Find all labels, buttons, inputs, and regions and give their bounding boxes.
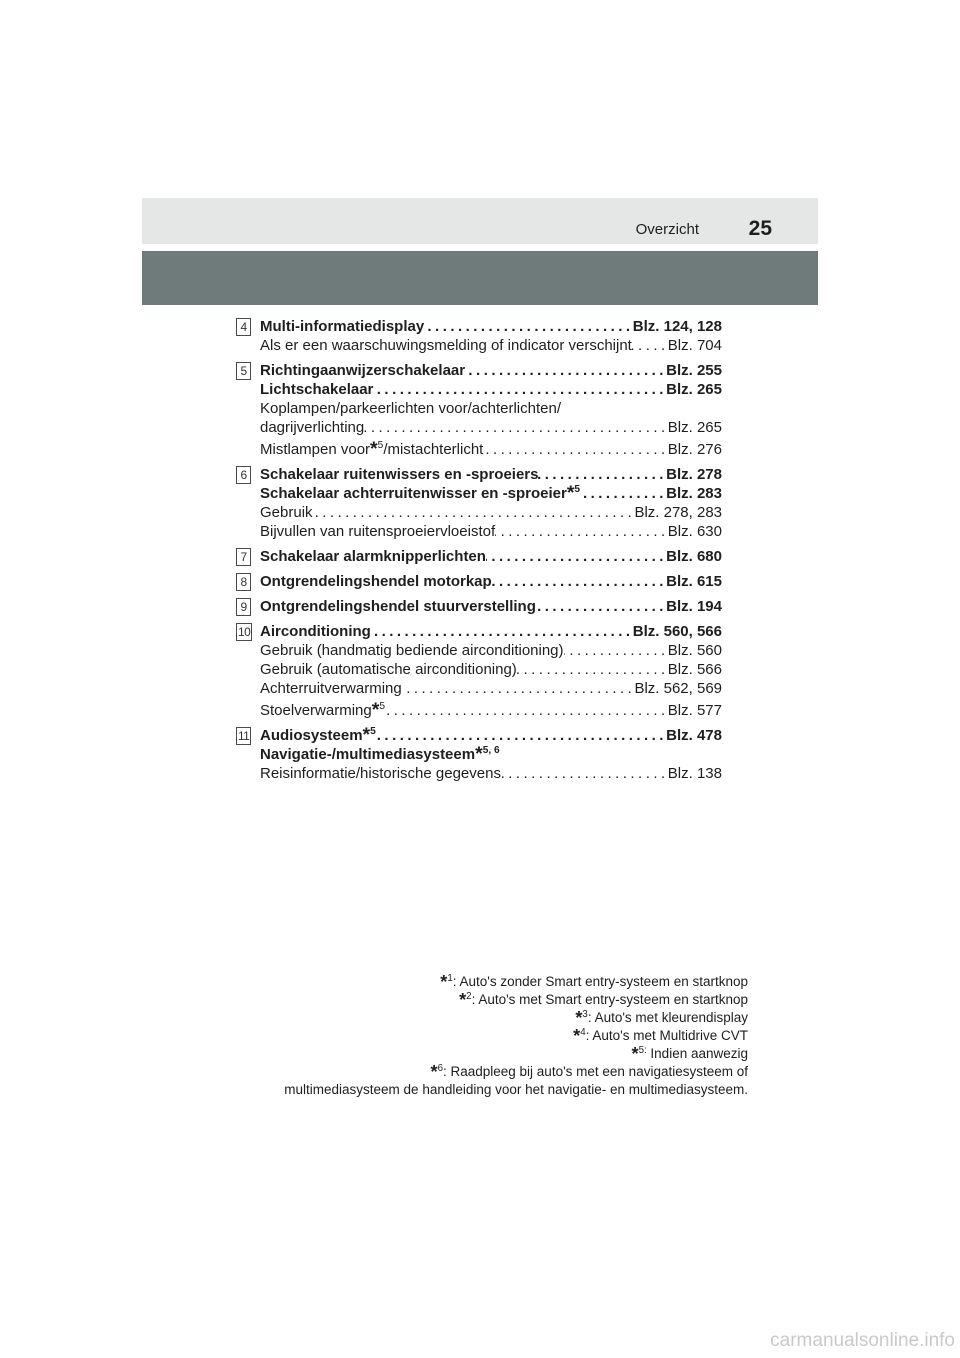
entry-label — [260, 437, 484, 460]
dot-leader — [536, 597, 666, 616]
entry-label-text: Navigatie-/multimediasysteem — [260, 746, 476, 763]
footnotes — [284, 973, 748, 1099]
footnote-3 — [284, 1009, 748, 1027]
footnote-text: : Raadpleeg bij auto's met een navigatiesysteem of — [442, 1064, 748, 1079]
footnote-text: : Auto's zonder Smart entry-systeem en startknop — [452, 974, 748, 989]
page-reference: Blz. 560, 566 — [632, 623, 722, 640]
page-reference: Blz. 278 — [666, 466, 722, 483]
index-line — [260, 641, 722, 660]
footnote-asterisk: * — [459, 990, 467, 1011]
dot-leader — [376, 726, 666, 745]
index-line — [260, 437, 722, 460]
index-line — [260, 679, 722, 698]
dot-leader — [564, 641, 668, 660]
entry-label — [260, 481, 581, 504]
callout-number: 9 — [236, 598, 251, 616]
callout-column — [236, 465, 260, 541]
footnote-2 — [284, 991, 748, 1009]
index-entry-9 — [236, 597, 722, 616]
entry-label-text: Schakelaar achterruitenwisser en -sproeier — [260, 485, 567, 502]
footnote-number: 5: — [638, 1044, 647, 1056]
dot-leader — [538, 465, 666, 484]
index-line — [260, 481, 722, 504]
footnote-6-continued — [284, 1081, 748, 1099]
entry-label: Airconditioning — [260, 623, 371, 640]
footnote-asterisk: * — [362, 723, 371, 746]
footnote-asterisk: * — [631, 1044, 639, 1065]
page-reference: Blz. 265 — [666, 381, 722, 398]
entry-lines — [260, 547, 722, 566]
index-line — [260, 336, 722, 355]
entry-label: Reisinformatie/historische gegevens — [260, 765, 501, 782]
index-entry-4 — [236, 317, 722, 355]
footnote-text: : Auto's met Smart entry-systeem en startknop — [471, 992, 748, 1007]
index-entry-7 — [236, 547, 722, 566]
page-reference: Blz. 194 — [666, 598, 722, 615]
footnote-5 — [284, 1045, 748, 1063]
footnote-asterisk: * — [440, 972, 448, 993]
entry-lines — [260, 317, 722, 355]
dot-leader — [492, 572, 666, 591]
page-reference: Blz. 615 — [666, 573, 722, 590]
entry-label — [260, 742, 500, 765]
dot-leader — [371, 622, 633, 641]
callout-column — [236, 361, 260, 459]
page-reference: Blz. 283 — [666, 485, 722, 502]
index-line — [260, 399, 722, 418]
index-line — [260, 547, 722, 566]
entry-label: Schakelaar ruitenwissers en -sproeiers — [260, 466, 539, 483]
index-entry-6 — [236, 465, 722, 541]
footnote-asterisk: * — [371, 698, 380, 721]
callout-column — [236, 317, 260, 355]
entry-label: dagrijverlichting — [260, 419, 365, 436]
footnote-text: : Auto's met kleurendisplay — [587, 1010, 748, 1025]
footnote-number: 2 — [466, 990, 472, 1002]
entry-label-text: Mistlampen voor — [260, 441, 371, 458]
index-line — [260, 418, 722, 437]
footnote-asterisk: * — [575, 1008, 583, 1029]
index-line — [260, 723, 722, 746]
callout-number: 7 — [236, 548, 251, 566]
entry-label: Bijvullen van ruitensproeiervloeistof — [260, 523, 496, 540]
callout-column — [236, 726, 260, 783]
dot-leader — [501, 764, 668, 783]
footnote-reference: 5 — [377, 439, 384, 451]
dot-leader — [486, 547, 666, 566]
page-number: 25 — [748, 217, 772, 240]
dot-leader — [517, 660, 668, 679]
entry-lines — [260, 622, 722, 720]
callout-number: 4 — [236, 318, 251, 336]
entry-label: Als er een waarschuwingsmelding of indicator verschijnt — [260, 337, 632, 354]
footnote-number: 3 — [582, 1008, 588, 1020]
entry-label: Ontgrendelingshendel stuurverstelling — [260, 598, 536, 615]
page-reference: Blz. 276 — [667, 441, 722, 458]
footnote-text: : Auto's met Multidrive CVT — [585, 1028, 748, 1043]
footnote-number: 6 — [437, 1062, 443, 1074]
footnote-1 — [284, 973, 748, 991]
index-line — [260, 317, 722, 336]
page-reference: Blz. 278, 283 — [634, 504, 722, 521]
page-reference: Blz. 566 — [667, 661, 722, 678]
page-reference: Blz. 124, 128 — [632, 318, 722, 335]
index-line — [260, 361, 722, 380]
title-band — [142, 251, 818, 305]
page-reference: Blz. 577 — [667, 702, 722, 719]
section-title: Overzicht — [635, 221, 699, 238]
footnote-number: 1 — [447, 972, 453, 984]
dot-leader — [580, 484, 666, 503]
footnote-asterisk: * — [475, 742, 483, 765]
dot-leader — [364, 418, 668, 437]
index-line — [260, 698, 722, 721]
entry-label-text: Audiosysteem — [260, 727, 363, 744]
index-line — [260, 380, 722, 399]
entry-label-text: Stoelverwarming — [260, 702, 372, 719]
index-line — [260, 764, 722, 783]
entry-lines — [260, 723, 722, 783]
entry-label — [260, 698, 385, 721]
entry-label: Gebruik (handmatig bediende airconditioning) — [260, 642, 564, 659]
watermark: carmanualsonline.info — [770, 1330, 955, 1351]
index-entry-11 — [236, 723, 722, 783]
entry-label: Achterruitverwarming — [260, 680, 402, 697]
page-reference: Blz. 138 — [667, 765, 722, 782]
dot-leader — [495, 522, 668, 541]
entry-label: Gebruik (automatische airconditioning) — [260, 661, 517, 678]
footnote-reference: 5 — [379, 700, 385, 712]
dot-leader — [465, 361, 666, 380]
page-reference: Blz. 562, 569 — [634, 680, 722, 697]
callout-number: 11 — [238, 729, 250, 743]
entry-label: Gebruik — [260, 504, 313, 521]
footnote-asterisk: * — [566, 481, 575, 504]
dot-leader — [313, 503, 635, 522]
callout-number: 5 — [236, 362, 251, 380]
entry-label: Koplampen/parkeerlichten voor/achterlichten/ — [260, 400, 562, 417]
page-reference: Blz. 680 — [666, 548, 722, 565]
page-reference: Blz. 265 — [667, 419, 722, 436]
footnote-reference: 5 — [574, 483, 581, 495]
index-entry-10 — [236, 622, 722, 720]
footnote-asterisk: * — [370, 437, 378, 460]
footnote-asterisk: * — [430, 1062, 438, 1083]
dot-leader — [483, 440, 667, 459]
page-reference: Blz. 560 — [667, 642, 722, 659]
dot-leader — [385, 701, 668, 720]
footnote-reference: 5, 6 — [482, 744, 500, 756]
dot-leader — [424, 317, 633, 336]
footnote-text: multimediasysteem de handleiding voor het navigatie- en multimediasysteem. — [284, 1082, 748, 1097]
index-entry-8 — [236, 572, 722, 591]
callout-number: 8 — [236, 573, 251, 591]
entry-label: Ontgrendelingshendel motorkap — [260, 573, 492, 590]
index-line — [260, 660, 722, 679]
entry-label: Multi-informatiedisplay — [260, 318, 425, 335]
callout-column — [236, 572, 260, 591]
callout-column — [236, 547, 260, 566]
index-list — [236, 317, 722, 783]
footnote-6 — [284, 1063, 748, 1081]
entry-label: Lichtschakelaar — [260, 381, 374, 398]
index-line — [260, 503, 722, 522]
entry-lines — [260, 597, 722, 616]
index-line — [260, 742, 722, 765]
footnote-text: Indien aanwezig — [646, 1046, 748, 1061]
index-line — [260, 522, 722, 541]
callout-column — [236, 622, 260, 720]
entry-lines — [260, 465, 722, 541]
index-entry-5 — [236, 361, 722, 459]
index-line — [260, 572, 722, 591]
index-line — [260, 597, 722, 616]
index-line — [260, 465, 722, 484]
callout-column — [236, 597, 260, 616]
entry-label-text: /mistachterlicht — [383, 441, 484, 458]
page-reference: Blz. 704 — [667, 337, 722, 354]
entry-lines — [260, 572, 722, 591]
index-line — [260, 622, 722, 641]
page-reference: Blz. 630 — [667, 523, 722, 540]
dot-leader — [373, 380, 666, 399]
footnote-asterisk: * — [573, 1026, 581, 1047]
page-reference: Blz. 478 — [666, 727, 722, 744]
entry-label — [260, 723, 376, 746]
footnote-number: 4 — [580, 1026, 586, 1038]
footnote-reference: 5 — [370, 725, 376, 737]
callout-number: 6 — [236, 466, 251, 484]
entry-label: Schakelaar alarmknipperlichten — [260, 548, 486, 565]
entry-label: Richtingaanwijzerschakelaar — [260, 362, 466, 379]
dot-leader — [402, 679, 635, 698]
callout-number: 10 — [238, 625, 251, 639]
dot-leader — [632, 336, 668, 355]
entry-lines — [260, 361, 722, 459]
header-band — [142, 198, 818, 244]
page-reference: Blz. 255 — [666, 362, 722, 379]
footnote-4 — [284, 1027, 748, 1045]
